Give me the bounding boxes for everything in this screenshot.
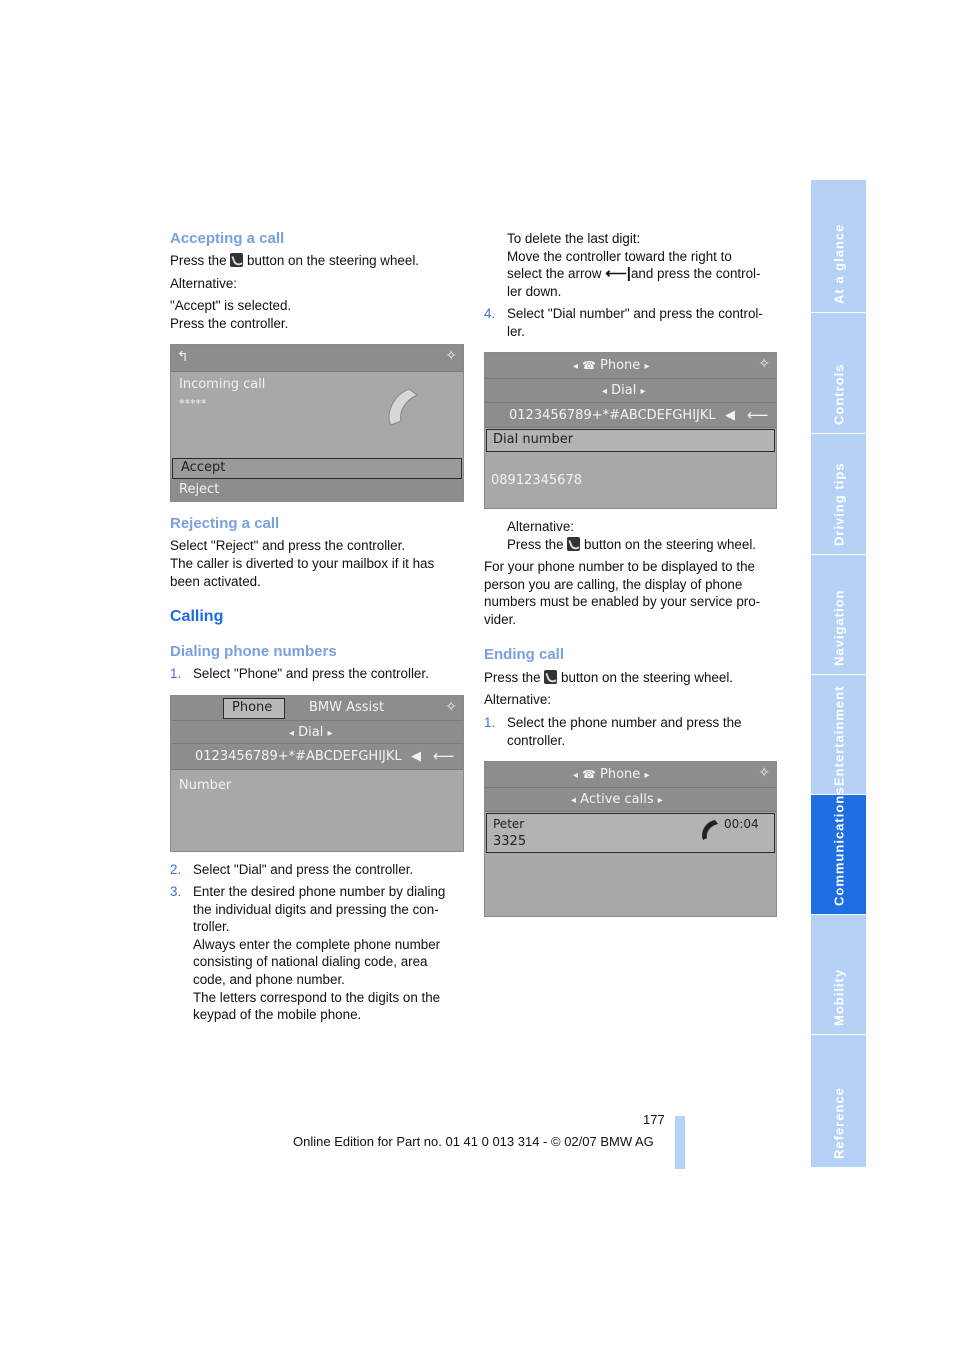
accept-alternative: Alternative:	[170, 276, 237, 291]
reject-option[interactable]: Reject	[179, 482, 220, 497]
incoming-call-title: Incoming call	[179, 377, 266, 392]
controller-icon: ✧	[758, 765, 770, 781]
phone-button-icon	[544, 670, 557, 684]
left-arrow-icon	[289, 725, 294, 740]
left-arrow-icon	[571, 792, 576, 807]
sidebar-tab-mobility[interactable]: Mobility	[811, 915, 866, 1035]
right-arrow-icon	[328, 725, 333, 740]
sidebar-tab-navigation[interactable]: Navigation	[811, 555, 866, 675]
right-arrow-icon	[641, 383, 646, 398]
entered-number: 08912345678	[491, 473, 582, 488]
sidebar-tab-entertainment[interactable]: Entertainment	[811, 675, 866, 795]
right-arrow-icon	[644, 767, 649, 782]
screen-dial-number	[484, 352, 777, 509]
heading-calling: Calling	[170, 608, 224, 625]
controller-icon: ✧	[445, 699, 457, 715]
sidebar-tab-driving-tips[interactable]: Driving tips	[811, 434, 866, 555]
left-arrow-icon[interactable]: ◀	[411, 749, 421, 764]
caller-stars: *****	[179, 397, 207, 410]
edition-note: Online Edition for Part no. 01 41 0 013 314 - © 02/07 BMW AG	[293, 1134, 654, 1149]
phone-button-icon	[567, 537, 580, 551]
controller-icon: ✧	[445, 348, 457, 364]
sidebar-tab-communications[interactable]: Communications	[811, 795, 866, 915]
reject-line-1: Select "Reject" and press the controller.	[170, 538, 406, 553]
display-note: For your phone number to be displayed to the person you are calling, the display of phone numbers must be enabled by your service pro- vider.	[484, 559, 761, 627]
backspace-arrow-icon: ⟵|	[605, 265, 631, 283]
dial-number-option[interactable]: Dial number	[486, 429, 775, 452]
heading-dialing-phone-numbers: Dialing phone numbers	[170, 643, 337, 660]
right-arrow-icon	[658, 792, 663, 807]
page-marker	[675, 1116, 685, 1169]
end-line-1: Press the button on the steering wheel.	[484, 670, 734, 685]
screen-incoming-call	[170, 344, 464, 502]
phone-button-icon	[230, 253, 243, 267]
left-arrow-icon	[573, 767, 578, 782]
heading-ending-call: Ending call	[484, 646, 565, 663]
sidebar-tab-at-a-glance[interactable]: At a glance	[811, 180, 866, 313]
active-calls-menu[interactable]: ◂ Active calls ▸	[571, 792, 663, 807]
backspace-icon[interactable]: ⟵	[747, 406, 769, 424]
phone-menu[interactable]: ◂ ☎ Phone ▸	[573, 358, 649, 373]
heading-accepting-call: Accepting a call	[170, 230, 285, 247]
page-number: 177	[643, 1112, 665, 1127]
left-arrow-icon	[602, 383, 607, 398]
accept-line-3: "Accept" is selected.	[170, 298, 292, 313]
digit-keypad[interactable]: 0123456789+*#ABCDEFGHIJKL	[195, 749, 402, 764]
right-arrow-icon	[644, 358, 649, 373]
active-call-entry[interactable]: Peter 3325 00:04	[486, 813, 775, 853]
handset-icon: ☎	[582, 359, 596, 372]
tab-bmw-assist[interactable]: BMW Assist	[309, 700, 385, 715]
dial-menu[interactable]: ◂ Dial ▸	[289, 725, 333, 740]
alternative-line-2: Press the button on the steering wheel.	[507, 537, 757, 552]
left-arrow-icon	[573, 358, 578, 373]
end-step-1: 1. Select the phone number and press the controller.	[484, 715, 742, 748]
digit-keypad[interactable]: 0123456789+*#ABCDEFGHIJKL	[509, 408, 716, 423]
end-alternative: Alternative:	[484, 692, 551, 707]
accept-option[interactable]: Accept	[172, 458, 462, 479]
reject-line-2: The caller is diverted to your mailbox if it has	[170, 556, 435, 571]
handset-icon	[383, 385, 433, 435]
step-2: 2. Select "Dial" and press the controller.	[170, 862, 414, 877]
dial-menu[interactable]: ◂ Dial ▸	[602, 383, 646, 398]
tab-phone[interactable]: Phone	[223, 698, 285, 719]
left-arrow-icon[interactable]: ◀	[725, 408, 735, 423]
sidebar-tab-controls[interactable]: Controls	[811, 313, 866, 434]
sidebar-tab-reference[interactable]: Reference	[811, 1035, 866, 1168]
backspace-icon[interactable]: ⟵	[433, 747, 455, 765]
controller-icon: ✧	[758, 356, 770, 372]
delete-instructions: To delete the last digit: Move the controller toward the right to select the arrow ⟵|and press the control- ler down.	[507, 231, 761, 299]
step-4: 4. Select "Dial number" and press the control- ler.	[484, 306, 763, 339]
phone-menu[interactable]: ◂ ☎ Phone ▸	[573, 767, 649, 782]
step-3: 3. Enter the desired phone number by dialing the individual digits and pressing the con- troller. Always enter the complete phone number consisting of national dialing code, area code, and phone number. The letters correspond to the digits on the keypad of the mobile phone.	[170, 884, 446, 1023]
accept-line-4: Press the controller.	[170, 316, 289, 331]
heading-rejecting-call: Rejecting a call	[170, 515, 280, 532]
number-label: Number	[179, 778, 232, 793]
accept-line-1: Press the button on the steering wheel.	[170, 253, 420, 268]
step-1: 1. Select "Phone" and press the controller.	[170, 666, 429, 681]
alternative-label: Alternative:	[507, 519, 574, 534]
screen-dial-phone	[170, 695, 464, 852]
handset-icon	[699, 818, 721, 844]
back-icon: ↰	[177, 349, 189, 365]
handset-icon: ☎	[582, 768, 596, 781]
reject-line-3: been activated.	[170, 574, 261, 589]
screen-active-calls	[484, 761, 777, 917]
